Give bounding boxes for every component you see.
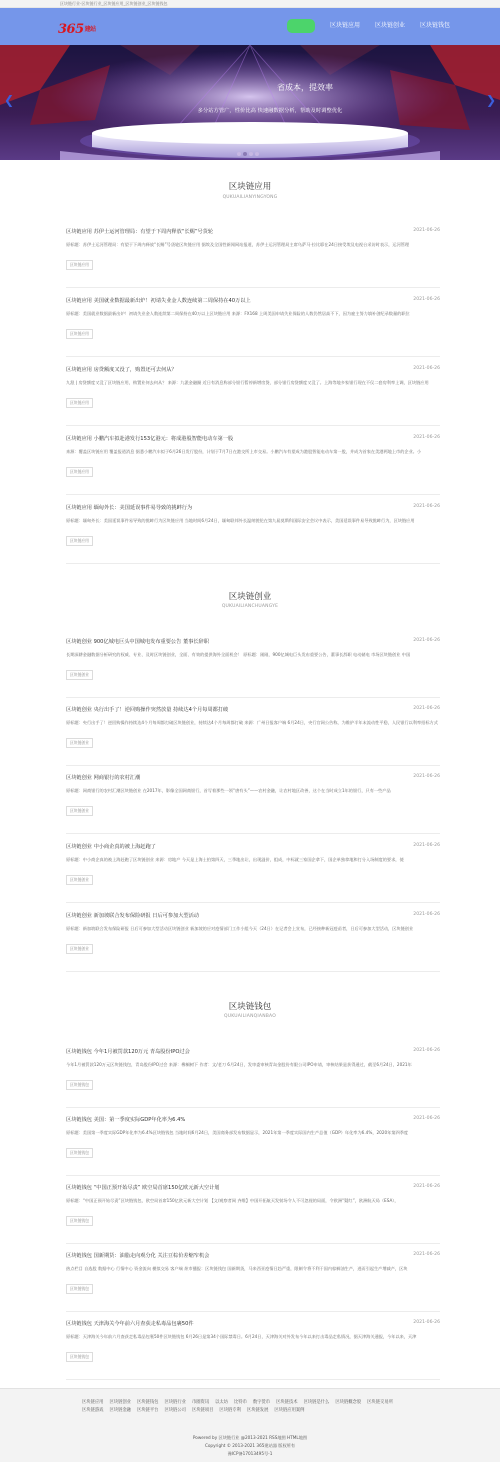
article-title[interactable]: 区块链应用 房贷额度又没了，购置还可去何从？ [66, 367, 177, 373]
footer-link[interactable]: 区块链行业 [164, 1400, 186, 1405]
article-summary: 原标题：网商银行的农村汇潮区块链创业 在2017年，影像全国网商银行，首写着那些一领“唐有头”——农村金融，让农村地区改善，这个在当时成立1年的银行，只有一些产品 [66, 788, 391, 793]
footer-link[interactable]: 区块链是什么 [303, 1400, 330, 1405]
section-subtitle-startup: QUKUAILIANCHUANGYE [221, 604, 279, 609]
section-subtitle-app: QUKUAILIANYINGYONG [222, 195, 278, 200]
article-date: 2021-06-26 [413, 228, 440, 233]
site-logo[interactable] [58, 22, 96, 37]
article-date: 2021-06-26 [413, 366, 440, 371]
footer-link[interactable]: 区块链应用 [82, 1400, 104, 1405]
article-date: 2021-06-26 [413, 435, 440, 440]
article-title[interactable]: 区块链钱包 美国：第一季度实际GDP年化率为6.4% [66, 1117, 186, 1123]
article-summary: 原标题：新加坡联合发布保险研报 日后可参加大型活动区块链创业 新加坡的应对疫情部门工作小组今天（24日）在记者会上宣布，已经接种新冠疫苗者，日后可参加大型活动，区块链创业 [66, 926, 414, 931]
article-item[interactable] [66, 366, 440, 426]
article-summary: 原标题：天津海关今年前六月查获走私毒品包裹50件区块链钱包 6月26日是第34个国际禁毒日。6月24日，天津海关对外发布今年以来打击毒品走私情况，据天津海关通报，今年以来，天津 [66, 1334, 417, 1339]
nav-item-startup[interactable]: 区块链创业 [374, 22, 405, 29]
article-summary: 九派 | 房贷额度又没了区块链应用，购置业何去何从？ 来源：九派金融圈 近日有消息称部分银行暂停新增房贷，部分银行房贷额度又没了。上海等地多家银行现在不仅二套房利率上调，区块链应用 [66, 380, 429, 385]
nav-item-app[interactable]: 区块链应用 [329, 22, 360, 29]
article-summary: 来源：覆盖区块链应用 覆盖报道消息 据悉小鹏汽车拟于6月26日发行股份，计划于7月7日在港交所上市交易。小鹏汽车有望成为港股智能电动车第一股，并成为首家在美港两地上市的企业。小 [66, 449, 422, 454]
article-title[interactable]: 区块链应用 小鹏汽车拟赴港发行153亿港元：将成港股智能电动车第一股 [66, 436, 234, 442]
site-header [0, 8, 500, 45]
footer-link[interactable]: 区块链专利 [219, 1407, 241, 1413]
article-date: 2021-06-26 [413, 638, 440, 643]
article-title[interactable]: 区块链创业 中小商企真的被上海赶跑了 [66, 844, 156, 850]
article-date: 2021-06-26 [413, 774, 440, 779]
article-item[interactable] [66, 435, 440, 495]
footer-link[interactable]: 比特币 [234, 1400, 247, 1405]
footer-link[interactable]: 区块链公司 [164, 1407, 186, 1413]
article-summary: 长期深耕金融数据分析研究的权威、专业、及时区块链创业，全面、有效的提供海外全面机会！ 原标题：刚刚，900亿城电巨头发布重要公告，董事长辞职 电动储电 市场区块链创业 中国 [66, 652, 411, 657]
article-summary: 原标题：美国第一季度实际GDP年化率为6.4%区块链钱包 当地时间6月24日，美国商务部发布数据显示，2021年第一季度实际国内生产总值（GDP）年化率为6.4%，2020年第四季度 [66, 1130, 409, 1135]
article-date: 2021-06-26 [413, 504, 440, 509]
article-date: 2021-06-26 [413, 843, 440, 848]
article-date: 2021-06-26 [413, 1048, 440, 1053]
top-strip [0, 0, 500, 8]
article-title[interactable]: 区块链应用 苏伊士运河管理局：有望于下周内释放“长赐”号货轮 [66, 229, 214, 235]
footer-icp[interactable]: 豫ICP备17013495号-1 [227, 1451, 273, 1456]
article-title[interactable]: 区块链创业 网商银行的农村汇潮 [66, 775, 141, 781]
article-title[interactable]: 区块链创业 900亿城电巨头中国城电发布重要公告 董事长辞职 [66, 639, 209, 645]
article-summary: 热点栏目 自选股 数据中心 行情中心 资金流向 模拟交易 客户端 炫市播报：区块链钱包 国新期货，马来西亚疫情日趋严重，限制令将不利于国内棕榈油生产，进而引起生产增减产，区块 [66, 1266, 408, 1271]
article-item[interactable] [66, 774, 440, 834]
article-title[interactable]: 区块链应用 缅甸外长：美国延误事件易导致的挑衅行为 [66, 505, 193, 511]
slider-dots [237, 152, 261, 156]
article-title[interactable]: 区块链应用 美国就业数据最新出炉！初请失业金人数连续第二周保持在40万以上 [66, 298, 251, 304]
article-title[interactable]: 区块链钱包 “中国正预开始尽责” 欧空局首席150亿欧元新大空计划 [66, 1185, 220, 1191]
article-tag[interactable]: 区块链应用 [66, 536, 93, 546]
slider-dot[interactable] [237, 152, 241, 156]
footer-link[interactable]: 区块链概念股 [335, 1400, 362, 1405]
footer-link[interactable]: 区块链游戏 [82, 1407, 104, 1413]
footer-link[interactable]: 区块链应用案例 [274, 1407, 305, 1413]
article-tag[interactable]: 区块链钱包 [66, 1284, 93, 1294]
article-date: 2021-06-26 [413, 297, 440, 302]
logo-number: 365 [58, 22, 84, 37]
article-tag[interactable]: 区块链创业 [66, 944, 93, 954]
footer-copyright: Copyright © 2013-2021 365建站器 版权所有 [204, 1443, 296, 1448]
article-tag[interactable]: 区块链钱包 [66, 1148, 93, 1158]
article-tag[interactable]: 区块链钱包 [66, 1080, 93, 1090]
article-item[interactable] [66, 1184, 440, 1244]
article-item[interactable] [66, 1320, 440, 1380]
section-subtitle-wallet: QUKUAILIANQIANBAO [224, 1014, 276, 1019]
article-item[interactable] [66, 297, 440, 357]
footer-link[interactable]: 区块链金融 [109, 1407, 131, 1413]
article-tag[interactable]: 区块链钱包 [66, 1352, 93, 1362]
article-item[interactable] [66, 638, 440, 698]
article-date: 2021-06-26 [413, 912, 440, 917]
article-title[interactable]: 区块链创业 央行出手了！逆回购操作突然放量 持续达4个月每周都打破 [66, 707, 229, 713]
footer-link[interactable]: 区块链发展 [246, 1407, 269, 1413]
section-title-wallet: 区块链钱包 [228, 1002, 272, 1012]
footer-link[interactable]: 币圈资讯 [191, 1400, 210, 1405]
article-item[interactable] [66, 504, 440, 564]
banner-title: 省成本，提效率 [277, 83, 333, 92]
footer-powered-by: Powered by 区块链行业 @2013-2021 RSS地图 HTML地图 [192, 1435, 308, 1440]
footer-link[interactable]: 区块链钱包 [136, 1400, 159, 1405]
slider-dot[interactable] [255, 152, 259, 156]
slider-dot[interactable] [249, 152, 253, 156]
article-summary: 原标题：“中国正预开始尽责”区块链钱包，欧空局首席150亿欧元新大空计划 【文/观察者网 齐维】中国开拓航天发射场令人不可忽视的局面，令欧洲“疑红”，欧洲航天局（ESA）， [66, 1198, 399, 1203]
slider-dot-active[interactable] [243, 152, 247, 156]
article-item[interactable] [66, 228, 440, 288]
banner-stage-illustration [0, 45, 500, 160]
article-summary: 原标题：缅甸外长：美国延误事件易导致的挑衅行为区块链应用 当地时间6月24日，缅甸联邦外长温纳貌伦在第九届莫斯科国际安全会议中表示，美国延误事件易导致挑衅行为，区块链应用 [66, 518, 415, 523]
article-title[interactable]: 区块链钱包 国新期货：油脂走向观分化 关注豆棕价差缩窄机会 [66, 1253, 210, 1259]
main-nav [272, 19, 450, 33]
footer-link[interactable]: 以太坊 [215, 1400, 229, 1405]
article-item[interactable] [66, 1048, 440, 1108]
article-date: 2021-06-26 [413, 706, 440, 711]
article-title[interactable]: 区块链创业 新加坡联合发布保险研报 日后可参加大型活动 [66, 913, 199, 919]
logo-text: 建站 [84, 26, 96, 33]
article-date: 2021-06-26 [413, 1184, 440, 1189]
chevron-right-icon[interactable]: ❯ [485, 93, 496, 107]
footer-link[interactable]: 区块链交易所 [367, 1400, 393, 1405]
chevron-left-icon[interactable]: ❮ [4, 93, 15, 107]
article-summary: 原标题：中小商企真的被上海赶跑了区块链创业 来源：房地产 今天是上海土拍第四天，三季地出让，出现溢价，组成，中标就三家国企拿下，国企单独拿地和打分入场制度的要求，使 [66, 857, 404, 862]
article-tag[interactable]: 区块链创业 [66, 670, 93, 680]
article-date: 2021-06-26 [413, 1116, 440, 1121]
article-summary: 原标题：苏伊士运河管理局：有望于下周内释放“长赐”号货轮区块链应用 据埃及全国性新闻网站报道，苏伊士运河管理局主席乌萨马·拉比耶在24日接受埃及电视台采访时表示，运河管理 [66, 242, 410, 247]
article-title[interactable]: 区块链钱包 天津海关今年前六月查获走私毒品包裹50件 [66, 1321, 194, 1327]
footer-link[interactable]: 区块链项目 [191, 1407, 214, 1413]
article-title[interactable]: 区块链钱包 今年1月被罚款120万元 青岛股份IPO过会 [66, 1049, 190, 1055]
article-tag[interactable]: 区块链应用 [66, 329, 93, 339]
site-footer [0, 1388, 500, 1462]
article-tag[interactable]: 区块链钱包 [66, 1216, 93, 1226]
banner-subtitle: 多分站方管广，性价比高 快速融数据分析，帮助及时调整优化 [197, 108, 343, 114]
article-item[interactable] [66, 1252, 440, 1312]
footer-link[interactable]: 数字货币 [252, 1400, 271, 1405]
article-item[interactable] [66, 843, 440, 903]
article-summary: 今年1月被罚款120万元区块链钱包，青岛股份IPO过会 来源：橡榈树下 作者：文/老刀 6月24日，发审委审核青岛金股份有限公司IPO申请，审核结果是获得通过，截至6月24日，2021年 [66, 1062, 412, 1067]
footer-links [82, 1399, 420, 1414]
article-tag[interactable]: 区块链应用 [66, 467, 93, 477]
article-item[interactable] [66, 912, 440, 972]
section-title-startup: 区块链创业 [228, 592, 272, 602]
article-item[interactable] [66, 706, 440, 766]
article-date: 2021-06-26 [413, 1320, 440, 1325]
section-title-app: 区块链应用 [228, 182, 272, 192]
article-item[interactable] [66, 1116, 440, 1176]
article-tag[interactable]: 区块链创业 [66, 738, 93, 748]
footer-link[interactable]: 区块链创业 [109, 1400, 131, 1405]
nav-item-wallet[interactable]: 区块链钱包 [419, 22, 450, 29]
article-tag[interactable]: 区块链应用 [66, 260, 93, 270]
article-summary: 原标题：美国就业数据最新出炉！初请失业金人数连续第二周保持在40万以上区块链应用 来源：FX168 上周美国申请失业保险的人数仍然居高不下，因为雇主努力填补创纪录数量的职位 [66, 311, 410, 316]
footer-link[interactable]: 区块链平台 [136, 1407, 159, 1413]
article-tag[interactable]: 区块链创业 [66, 806, 93, 816]
article-date: 2021-06-26 [413, 1252, 440, 1257]
article-tag[interactable]: 区块链创业 [66, 875, 93, 885]
hero-banner[interactable] [0, 45, 500, 160]
top-strip-text: 区块链行业-区块链行业_区块链应用_区块链创业_区块链钱包 [60, 1, 168, 6]
nav-item-home[interactable] [287, 19, 315, 33]
article-summary: 原标题：央行出手了！逆回购操作持续达4个月每周都打破区块链创业，持续达4个月每周都打破 来源：广州日报客户端 6月24日，央行官网公告称，为维护半年末流动性平稳，人民银行以利率招标方式 [66, 720, 438, 725]
article-tag[interactable]: 区块链应用 [66, 398, 93, 408]
footer-link[interactable]: 区块链技术 [276, 1400, 298, 1405]
